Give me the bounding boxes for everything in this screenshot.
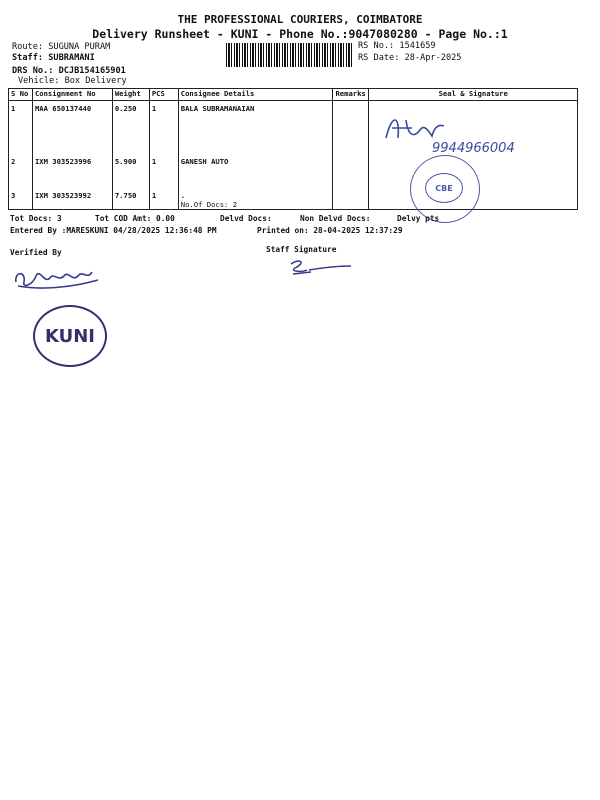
entered-by: Entered By :MARESKUNI 04/28/2025 12:36:48 PM xyxy=(10,226,217,235)
runsheet-title: Delivery Runsheet - KUNI - Phone No.:9047080280 - Page No.:1 xyxy=(92,27,508,41)
staff-signature-image xyxy=(285,256,355,282)
row-consignee-name: . xyxy=(180,190,186,200)
table-header-row xyxy=(9,89,578,101)
delivery-points: Delvy pts xyxy=(397,214,440,223)
row-weight: 7.750 xyxy=(112,188,149,210)
table-row xyxy=(9,188,578,210)
table-row xyxy=(9,154,578,188)
verified-by-label: Verified By xyxy=(10,248,62,257)
row-consignee: BALA SUBRAMANAIAN xyxy=(178,101,333,154)
row-pcs: 1 xyxy=(149,101,178,154)
row-remarks xyxy=(333,154,369,188)
col-seal-signature: Seal & Signature xyxy=(369,89,578,101)
col-consignee: Consignee Details xyxy=(178,89,333,101)
printed-on: Printed on: 28-04-2025 12:37:29 xyxy=(257,226,403,235)
staff-label: Staff: SUBRAMANI xyxy=(12,53,95,63)
route-label: Route: SUGUNA PURAM xyxy=(12,42,111,52)
company-title: THE PROFESSIONAL COURIERS, COIMBATORE xyxy=(177,13,423,26)
staff-signature-label: Staff Signature xyxy=(266,245,337,254)
seal-inner: CBE xyxy=(425,173,463,203)
total-docs: Tot Docs: 3 xyxy=(10,214,62,223)
rs-date: RS Date: 28-Apr-2025 xyxy=(358,53,462,63)
row-sno: 3 xyxy=(9,188,33,210)
non-delivered-docs: Non Delvd Docs: xyxy=(300,214,371,223)
col-remarks: Remarks xyxy=(333,89,369,101)
row-doc-count: No.Of Docs: 2 xyxy=(180,199,238,209)
total-cod: Tot COD Amt: 0.00 xyxy=(95,214,175,223)
row-sno: 1 xyxy=(9,101,33,154)
drs-number: DRS No.: DCJB154165901 xyxy=(12,66,126,76)
delivered-docs: Delvd Docs: xyxy=(220,214,272,223)
row-consignment: IXM 303523996 xyxy=(32,154,112,188)
row-pcs: 1 xyxy=(149,188,178,210)
col-pcs: PCS xyxy=(149,89,178,101)
row-consignee xyxy=(178,188,333,210)
barcode-image xyxy=(226,43,354,67)
vehicle-label: Vehicle: Box Delivery xyxy=(18,76,127,86)
col-weight: Weight xyxy=(112,89,149,101)
row-remarks xyxy=(333,101,369,154)
rs-number: RS No.: 1541659 xyxy=(358,41,436,51)
verified-signature-image xyxy=(10,258,105,294)
row-consignee: GANESH AUTO xyxy=(178,154,333,188)
row1-signature-image xyxy=(378,108,548,158)
row-weight: 0.250 xyxy=(112,101,149,154)
row-weight: 5.900 xyxy=(112,154,149,188)
row-pcs: 1 xyxy=(149,154,178,188)
delivery-seal-stamp xyxy=(410,155,480,223)
col-sno: S No xyxy=(9,89,33,101)
branch-stamp: KUNI xyxy=(33,305,107,367)
row-consignment: IXM 303523992 xyxy=(32,188,112,210)
row-consignment: MAA 650137440 xyxy=(32,101,112,154)
col-consignment: Consignment No xyxy=(32,89,112,101)
handwritten-phone: 9944966004 xyxy=(432,141,515,156)
row-sno: 2 xyxy=(9,154,33,188)
row-remarks xyxy=(333,188,369,210)
